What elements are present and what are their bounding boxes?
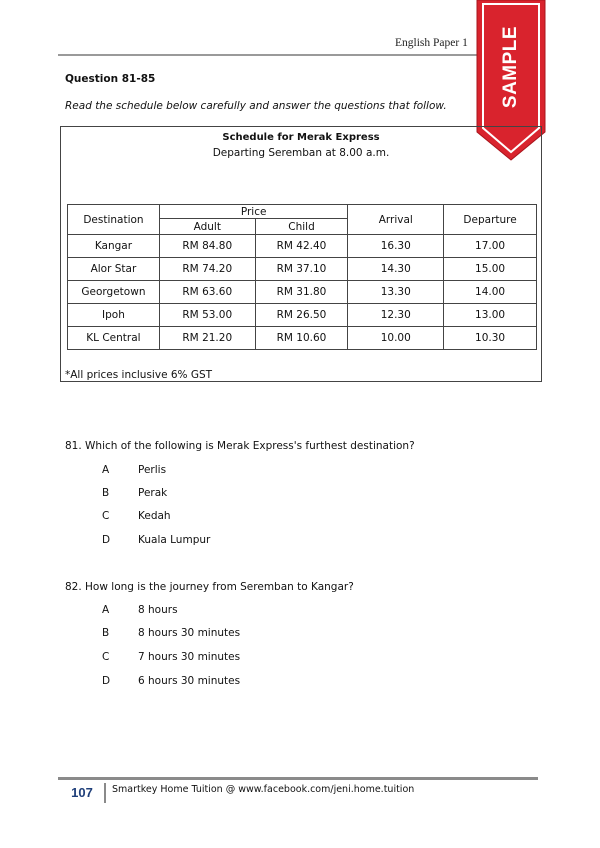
- table-row: [68, 281, 537, 304]
- option-text: Perak: [138, 487, 168, 499]
- paper-label: English Paper 1: [395, 37, 468, 49]
- schedule-table: [67, 204, 537, 350]
- option-text: 8 hours: [138, 604, 178, 616]
- option-letter: B: [102, 487, 110, 499]
- cell-destination: KL Central: [68, 327, 160, 350]
- cell-arrival: 16.30: [348, 235, 444, 258]
- cell-departure: 13.00: [444, 304, 537, 327]
- footer-credit: Smartkey Home Tuition @ www.facebook.com/jeni.home.tuition: [112, 784, 415, 795]
- cell-adult: RM 53.00: [159, 304, 255, 327]
- schedule-subtitle: Departing Seremban at 8.00 a.m.: [212, 147, 390, 159]
- option-letter: C: [102, 651, 110, 663]
- table-row: [68, 258, 537, 281]
- cell-adult: RM 84.80: [159, 235, 255, 258]
- page-number: 107: [60, 783, 106, 803]
- cell-arrival: 10.00: [348, 327, 444, 350]
- cell-arrival: 14.30: [348, 258, 444, 281]
- question-81-text: 81. Which of the following is Merak Express's furthest destination?: [65, 440, 415, 452]
- cell-arrival: 12.30: [348, 304, 444, 327]
- cell-destination: Ipoh: [68, 304, 160, 327]
- option-text: 8 hours 30 minutes: [138, 627, 241, 639]
- cell-destination: Kangar: [68, 235, 160, 258]
- section-title: Question 81-85: [65, 73, 156, 85]
- schedule-box: [60, 126, 542, 382]
- cell-adult: RM 21.20: [159, 327, 255, 350]
- ribbon-label: SAMPLE: [500, 25, 521, 109]
- table-row: [68, 304, 537, 327]
- header-adult: Adult: [159, 219, 255, 235]
- cell-departure: 14.00: [444, 281, 537, 304]
- cell-child: RM 10.60: [255, 327, 348, 350]
- cell-departure: 10.30: [444, 327, 537, 350]
- footer-divider: [58, 777, 538, 780]
- option-text: Kedah: [138, 510, 171, 522]
- option-text: Perlis: [138, 464, 167, 476]
- table-row: [68, 327, 537, 350]
- cell-departure: 15.00: [444, 258, 537, 281]
- header-destination: Destination: [68, 205, 160, 235]
- option-letter: D: [102, 534, 111, 546]
- option-letter: B: [102, 627, 110, 639]
- option-letter: A: [102, 464, 110, 476]
- option-letter: A: [102, 604, 110, 616]
- gst-note: *All prices inclusive 6% GST: [65, 369, 213, 381]
- header-price: Price: [159, 205, 347, 219]
- table-row: [68, 235, 537, 258]
- cell-adult: RM 63.60: [159, 281, 255, 304]
- cell-departure: 17.00: [444, 235, 537, 258]
- header-divider: [58, 54, 478, 56]
- option-text: 6 hours 30 minutes: [138, 675, 241, 687]
- question-82-text: 82. How long is the journey from Seremban to Kangar?: [65, 581, 354, 593]
- section-instruction: Read the schedule below carefully and answer the questions that follow.: [65, 100, 447, 112]
- cell-adult: RM 74.20: [159, 258, 255, 281]
- cell-child: RM 42.40: [255, 235, 348, 258]
- option-letter: D: [102, 675, 111, 687]
- cell-child: RM 31.80: [255, 281, 348, 304]
- cell-destination: Alor Star: [68, 258, 160, 281]
- cell-destination: Georgetown: [68, 281, 160, 304]
- cell-child: RM 26.50: [255, 304, 348, 327]
- header-departure: Departure: [444, 205, 537, 235]
- schedule-title: Schedule for Merak Express: [222, 132, 380, 143]
- option-text: 7 hours 30 minutes: [138, 651, 241, 663]
- option-letter: C: [102, 510, 110, 522]
- header-child: Child: [255, 219, 348, 235]
- header-arrival: Arrival: [348, 205, 444, 235]
- cell-child: RM 37.10: [255, 258, 348, 281]
- option-text: Kuala Lumpur: [138, 534, 211, 546]
- cell-arrival: 13.30: [348, 281, 444, 304]
